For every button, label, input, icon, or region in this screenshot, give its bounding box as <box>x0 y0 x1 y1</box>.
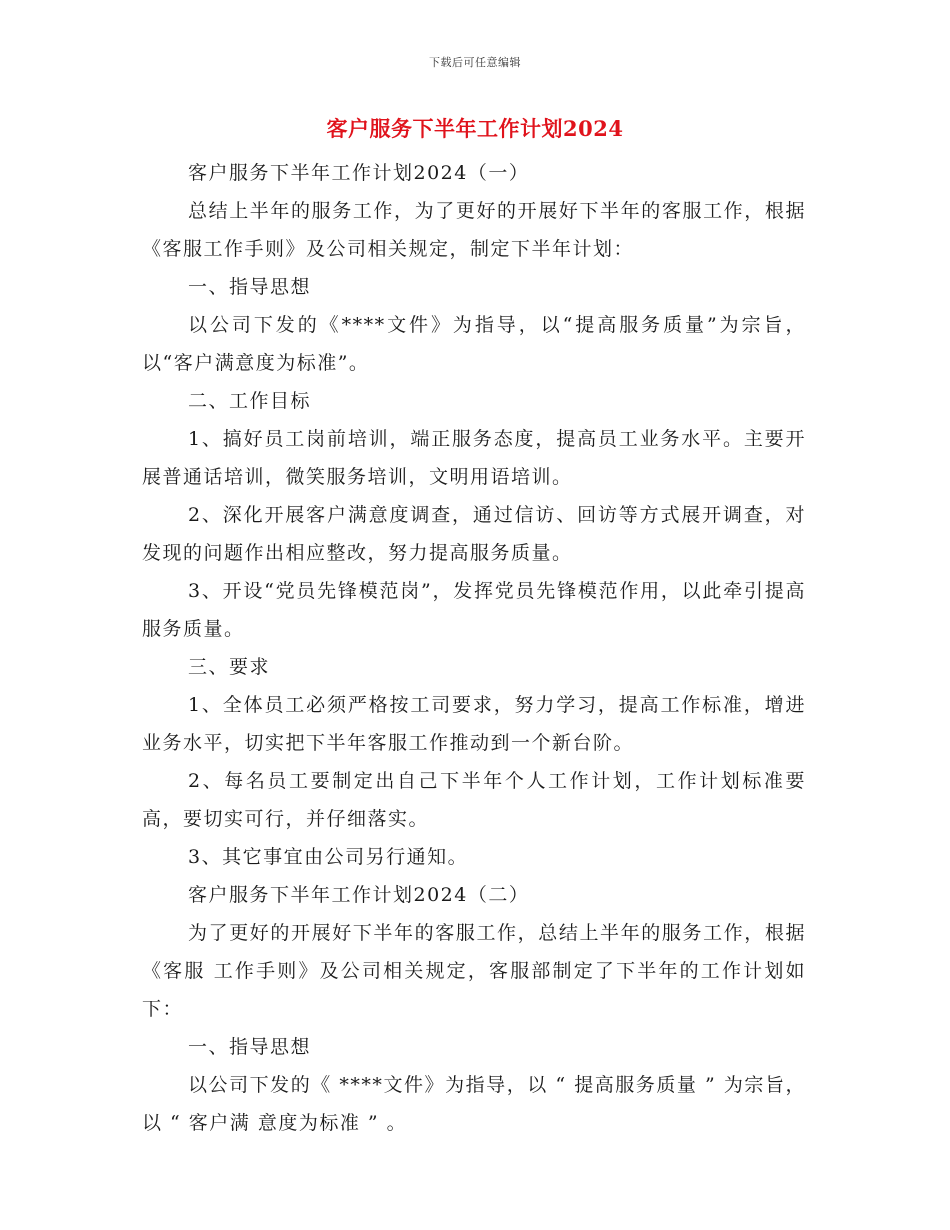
heading-requirements: 三、要求 <box>188 656 271 678</box>
paragraph-goal-3: 3、开设“党员先锋模范岗”，发挥党员先锋模范作用，以此牵引提高服务质量。 <box>142 580 806 640</box>
heading-guiding-ideology: 一、指导思想 <box>188 276 312 298</box>
section-heading-plan-two: 客户服务下半年工作计划2024（二） <box>188 884 530 906</box>
paragraph-requirement-1: 1、全体员工必须严格按工司要求，努力学习，提高工作标准，增进业务水平，切实把下半年客服工作推动到一个新台阶。 <box>142 694 806 754</box>
paragraph-intro-one: 总结上半年的服务工作，为了更好的开展好下半年的客服工作，根据《客服工作手则》及公司相关规定，制定下半年计划： <box>142 200 806 260</box>
paragraph-requirement-3: 3、其它事宜由公司另行通知。 <box>188 846 469 868</box>
heading-guiding-ideology-two: 一、指导思想 <box>188 1036 312 1058</box>
document-body <box>142 154 806 1142</box>
paragraph-intro-two: 为了更好的开展好下半年的客服工作，总结上半年的服务工作，根据《客服 工作手则》及公司相关规定，客服部制定了下半年的工作计划如下： <box>142 922 806 1020</box>
page-header: 下载后可任意编辑 <box>429 56 521 69</box>
paragraph-goal-2: 2、深化开展客户满意度调查，通过信访、回访等方式展开调查，对发现的问题作出相应整改，努力提高服务质量。 <box>142 504 806 564</box>
paragraph-guiding-ideology: 以公司下发的《****文件》为指导，以“提高服务质量”为宗旨，以“客户满意度为标准”。 <box>142 314 806 374</box>
section-heading-plan-one: 客户服务下半年工作计划2024（一） <box>188 162 530 184</box>
paragraph-requirement-2: 2、每名员工要制定出自己下半年个人工作计划，工作计划标准要高，要切实可行，并仔细落实。 <box>142 770 806 830</box>
document-title: 客户服务下半年工作计划2024 <box>326 116 624 141</box>
heading-work-goals: 二、工作目标 <box>188 390 312 412</box>
paragraph-guiding-ideology-two: 以公司下发的《 ****文件》为指导，以 “ 提高服务质量 ” 为宗旨，以 “ 客户满 意度为标准 ” 。 <box>142 1074 806 1134</box>
paragraph-goal-1: 1、搞好员工岗前培训，端正服务态度，提高员工业务水平。主要开展普通话培训，微笑服务培训，文明用语培训。 <box>142 428 806 488</box>
